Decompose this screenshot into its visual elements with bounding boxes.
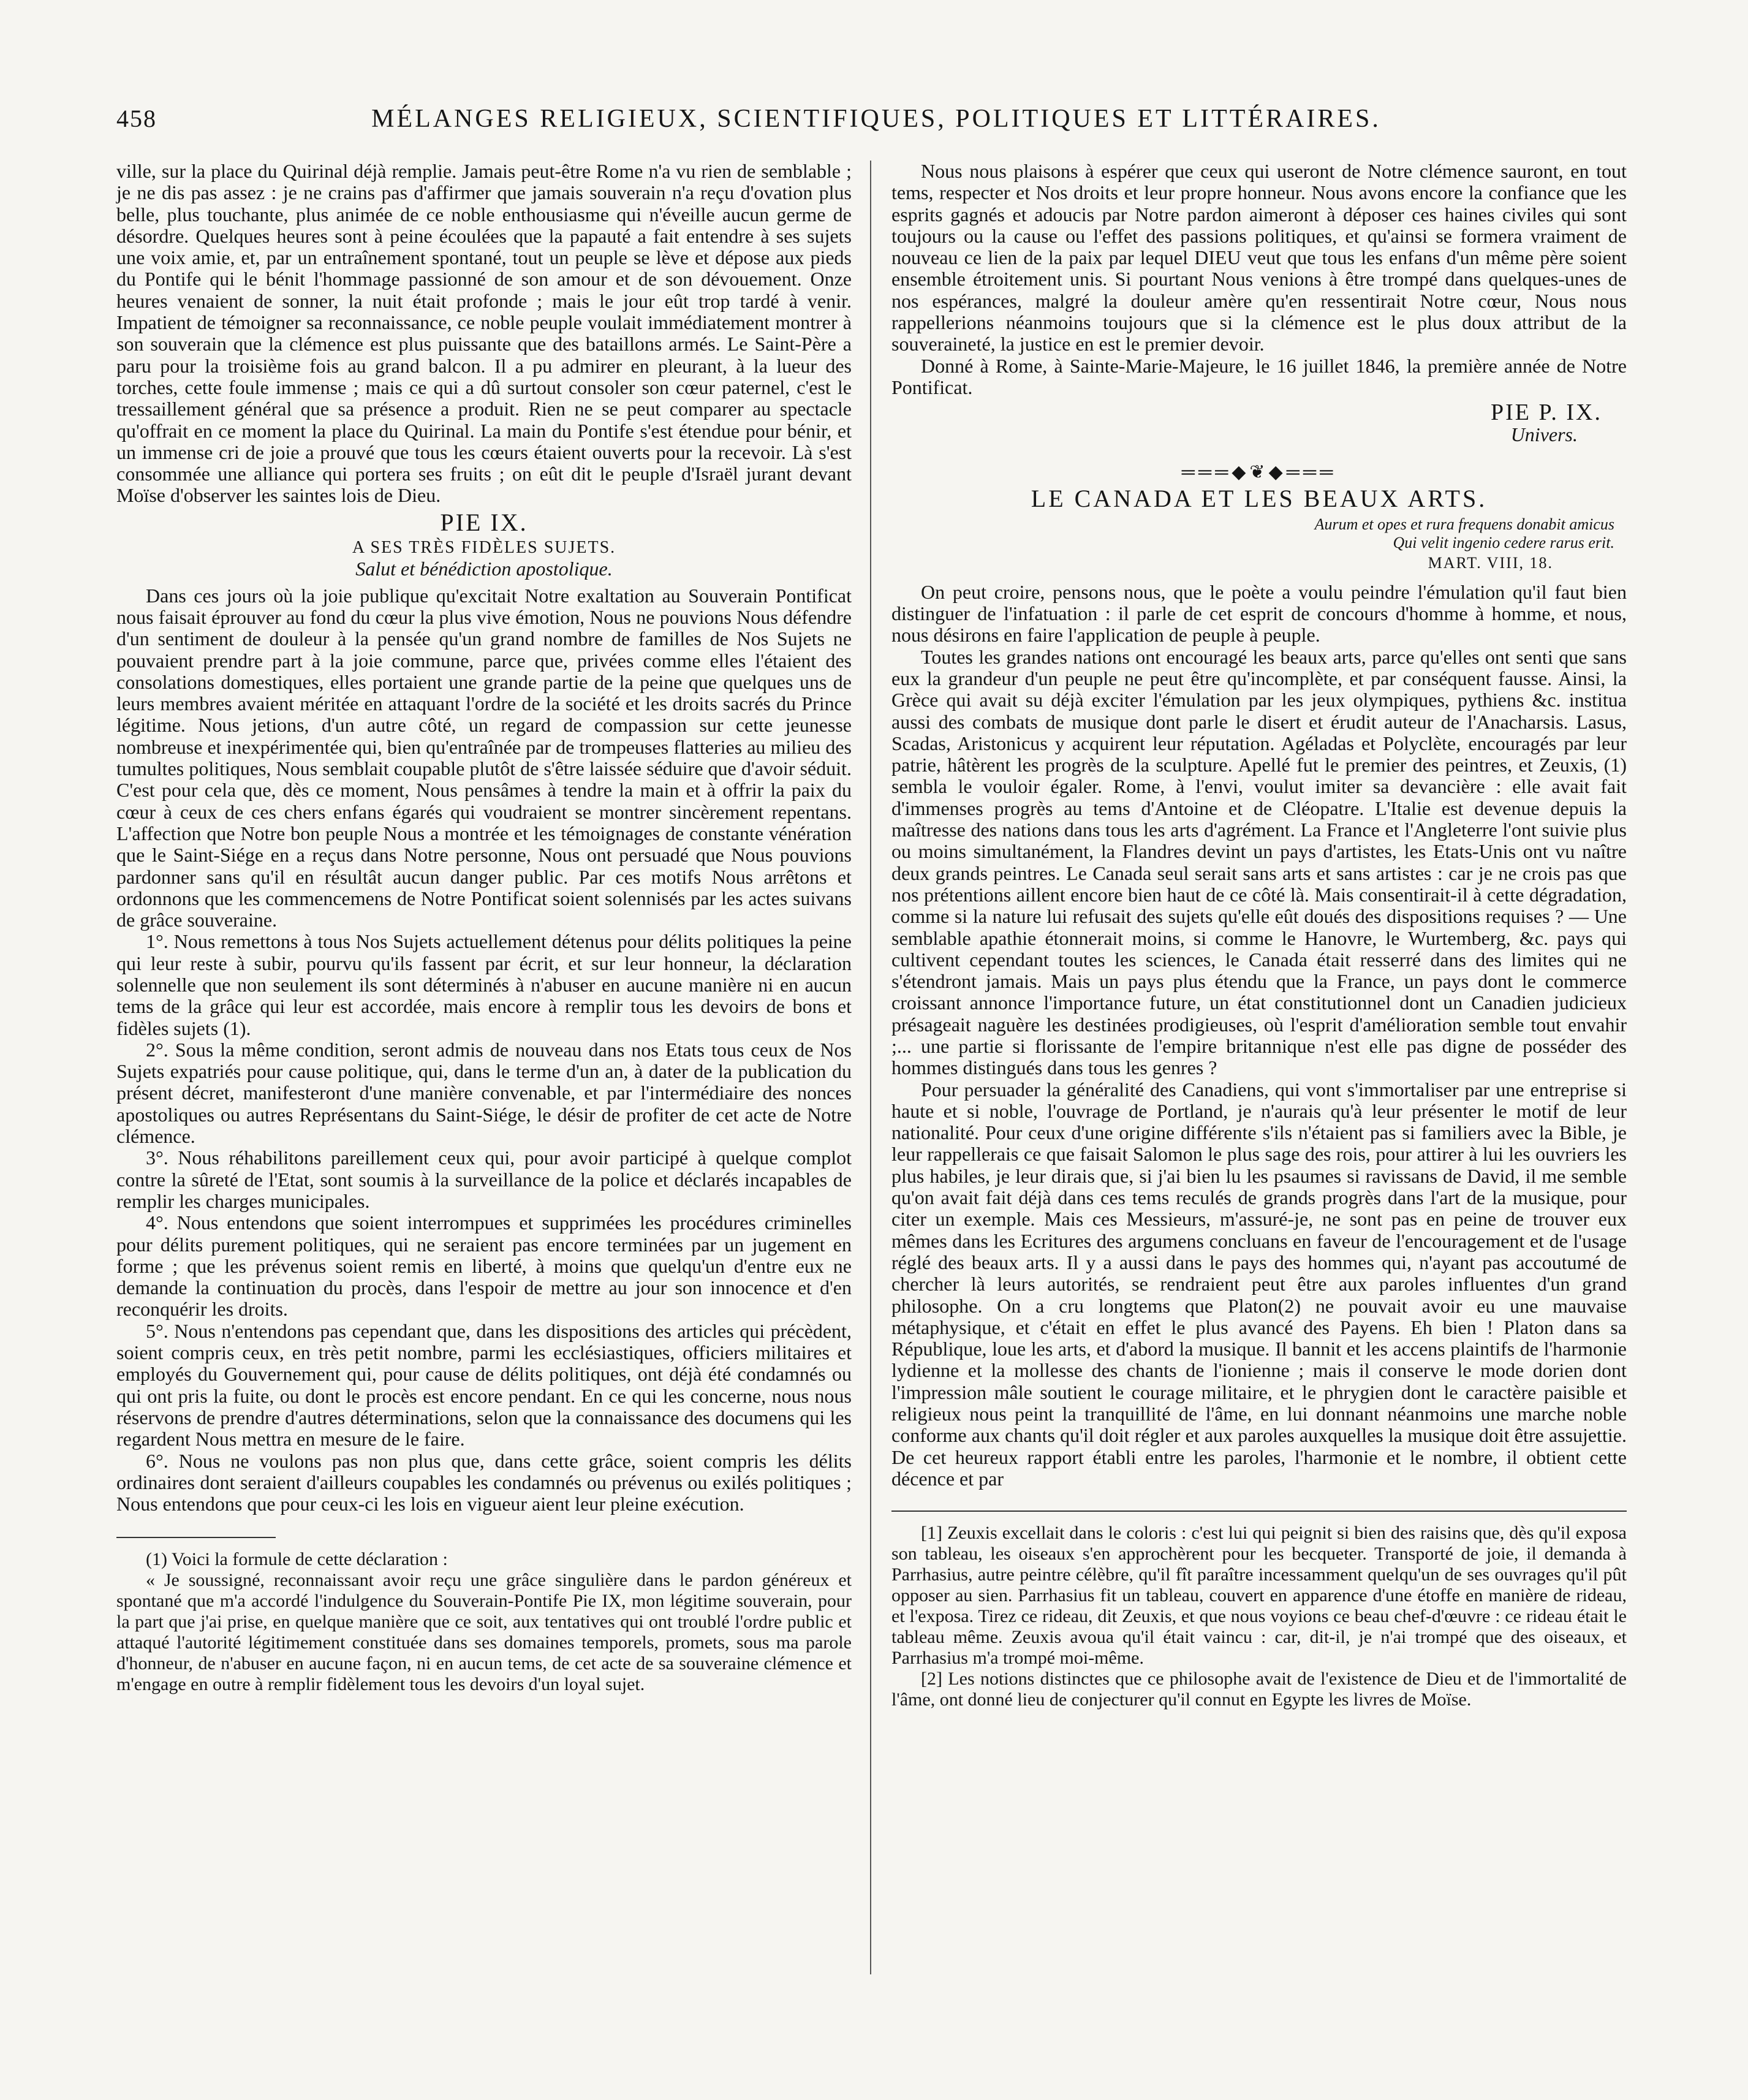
article-continuation: ville, sur la place du Quirinal déjà remplie. Jamais peut-être Rome n'a vu rien de semblable ; je ne dis pas assez : je ne crains pas d'affirmer que jamais souverain n'a reçu d'ovation plus belle, plus touchante, plus animée de ce noble enthousiasme qui n'éveille aucun germe de désordre. Quelques heures sont à peine écoulées que la papauté a fait entendre à ses sujets une voix amie, et, par un entraînement spontané, tout un peuple se lève et dépose aux pieds du Pontife qui le bénit l'hommage passionné de son amour et de son dévouement. Onze heures venaient de sonner, la nuit était profonde ; mais le jour eût trop tardé à venir. Impatient de témoigner sa reconnaissance, ce noble peuple voulait immédiatement montrer à son souverain que la clémence est plus puissante que des bataillons armés. Le Saint-Père a paru pour la troisième fois au grand balcon. Il a pu admirer en pleurant, à la lueur des torches, cette foule immense ; mais ce qui a dû surtout consoler son cœur paternel, c'est le tressaillement général que sa présence a produit. Rien ne se peut comparer au spectacle qu'offrait en ce moment la place du Quirinal. La main du Pontife s'est étendue pour bénir, et un immense cri de joie a prouvé que tous les cœurs étaient ouverts pour la recevoir. Là s'est consommée une alliance qui portera ses fruits ; on eût dit le peuple d'Israël jurant devant Moïse d'observer les saintes lois de Dieu. — [116, 160, 852, 507]
article-paragraph: Toutes les grandes nations ont encouragé les beaux arts, parce qu'elles ont senti que sans eux la grandeur d'un peuple ne peut être qu'incomplète, et par conséquent fausse. Ainsi, la Grèce qui avait su déjà exciter l'émulation par les jeux olympiques, pythiens &c. institua aussi des combats de musique dont parle le disert et érudit auteur de l'Anacharsis. Lasus, Scadas, Aristonicus y acquirent leur réputation. Agéladas et Polyclète, encouragés par leur patrie, hâtèrent les progrès de la sculpture. Apellé fut le premier des peintres, et Zeuxis, (1) sembla le vouloir égaler. Rome, à l'envi, voulut imiter sa devancière : elle avait fait d'immenses progrès au tems d'Antoine et de Cléopatre. L'Italie est devenue depuis la maîtresse des nations dans tous les arts d'agrément. La France et l'Angleterre l'ont suivie plus ou moins simultanément, la Flandres devint un pays d'artistes, les Etats-Unis ont vu naître deux grands peintres. Le Canada seul serait sans arts et sans artistes : car je ne crois pas que nos prétentions aillent encore bien haut de ce côté là. Mais consentirait-il à cette dégradation, comme si la nature lui refusait des sujets qu'elle eût doués des dispositions requises ? — Une semblable apathie étonnerait moins, si comme le Hanovre, le Wurtemberg, &c. pays qui cultivent cependant toutes les sciences, le Canada était resserré dans des limites qui ne s'étendront jamais. Mais un pays plus étendu que la France, un pays dont le commerce croissant annonce l'importance future, un état constitutionnel dont un Canadien judicieux présageait naguère les destinées prodigieuses, où l'esprit d'amélioration semble tout envahir ;... une partie si florissante de l'empire britannique n'est elle pas digne de posséder des hommes distingués dans tous les genres ? — [891, 645, 1627, 1079]
decree-signature: PIE P. IX. — [1490, 400, 1602, 426]
article-title: LE CANADA ET LES BEAUX ARTS. — [1031, 485, 1488, 513]
decree-article: 3°. Nous réhabilitons pareillement ceux qui, pour avoir participé à quelque complot contre la sûreté de l'Etat, sont soumis à la surveillance de la police et déclarés incapables de remplir les charges municipales. — [116, 1147, 852, 1212]
decree-continued: Nous nous plaisons à espérer que ceux qui useront de Notre clémence sauront, en tout tems, respecter et Nos droits et leur propre honneur. Nous avons encore la confiance que les esprits gagnés et adoucis par Notre pardon aimeront à déposer ces haines civiles qui sont toujours ou la cause ou l'effet des passions politiques, et qu'ainsi se formera vraiment de nouveau ce lien de la paix par lequel DIEU veut que tous les enfans d'un même père soient ensemble étroitement unis. Si pourtant Nous venions à être trompé dans quelques-unes de nos espérances, malgré la douleur amère qu'en ressentirait Notre cœur, Nous nous rappellerions néanmoins toujours que si la clémence est le plus doux attribut de la souveraineté, la justice en est le premier devoir. — [891, 160, 1627, 355]
decree-article: 1°. Nous remettons à tous Nos Sujets actuellement détenus pour délits politiques la peine qui leur reste à subir, pourvu qu'ils fassent par écrit, et sur leur honneur, la déclaration solennelle que non seulement ils sont déterminés à n'abuser en aucune manière ni en aucun tems de la grâce qui leur est accordée, mais encore à remplir tous les devoirs de bons et fidèles sujets (1). — [116, 930, 852, 1039]
left-column — [116, 161, 852, 1695]
footnote-separator — [891, 1511, 1627, 1512]
decree-article: 2°. Sous la même condition, seront admis de nouveau dans nos Etats tous ceux de Nos Sujets expatriés pour cause politique, qui, dans le terme d'un an, à dater de la publication du présent décret, manifesteront d'une manière convenable, et par l'intermédiaire des nonces apostoliques ou autres Représentans du Saint-Siége, le désir de profiter de cet acte de Notre clémence. — [116, 1038, 852, 1148]
footnote-intro: (1) Voici la formule de cette déclaration : — [146, 1549, 448, 1570]
decree-article: 4°. Nous entendons que soient interrompues et supprimées les procédures criminelles pour délits purement politiques, qui ne seraient pas encore terminées par un jugement en forme ; que les prévenus soient remis en liberté, à moins que quelqu'un d'entre eux ne demande la continuation du procès, dans l'espoir de mettre au jour son innocence et d'en reconquérir les droits. — [116, 1211, 852, 1321]
decree-date: Donné à Rome, à Sainte-Marie-Majeure, le 16 juillet 1846, la première année de Notre Pontificat. — [891, 354, 1627, 398]
footnote: [1] Zeuxis excellait dans le coloris : c'est lui qui peignit si bien des raisins que, dès qu'il exposa son tableau, les oiseaux s'en approchèrent pour les becqueter. Transporté de joie, il demanda à Parrhasius, autre peintre célèbre, qu'il fît paraître incessamment quelqu'un de ses ouvrages qu'il pût opposer au sien. Parrhasius fit un tableau, couvert en apparence d'une étoffe en manière de rideau, et l'exposa. Tirez ce rideau, dit Zeuxis, et que nous voyions ce beau chef-d'œuvre : ce rideau était le tableau même. Zeuxis avoua qu'il était vaincu : car, dit-il, je n'ai trompé que des oiseaux, et Parrhasius m'a trompé moi-même. — [891, 1523, 1627, 1669]
footnote-text: « Je soussigné, reconnaissant avoir reçu une grâce singulière dans le pardon généreux et spontané que m'a accordé l'indulgence du Souverain-Pontife Pie IX, mon légitime souverain, pour la part que j'ai prise, en quelque manière que ce soit, aux tentatives qui ont troublé l'ordre public et attaqué l'autorité légitimement constituée dans ses domaines temporels, promets, sous ma parole d'honneur, de n'abuser en aucune façon, ni en aucun tems, de cet acte de sa souveraine clémence et m'engage en outre à remplir fidèlement tous les devoirs d'un loyal sujet. — [116, 1570, 852, 1695]
article-paragraph: On peut croire, pensons nous, que le poète a voulu peindre l'émulation qu'il faut bien distinguer de l'infatuation : il parle de cet esprit de concours d'homme à homme, et nous, nous désirons en faire l'application de peuple à peuple. — [891, 580, 1627, 646]
page-number: 458 — [116, 105, 157, 132]
decree-article: 6°. Nous ne voulons pas non plus que, dans cette grâce, soient compris les délits ordinaires dont seraient d'ailleurs coupables les condamnés ou prévenus ou exilés politiques ; Nous entendons que pour ceux-ci les lois en vigueur aient leur pleine exécution. — [116, 1449, 852, 1515]
article-paragraph: Pour persuader la généralité des Canadiens, qui vont s'immortaliser par une entreprise si haute et si noble, l'ouvrage de Portland, je n'aurais qu'à leur présenter le motif de leur nationalité. Pour ceux d'une origine différente s'ils n'étaient pas si familiers avec la Bible, je leur rappellerais ce que faisait Salomon le plus sage des rois, pour attirer à lui les ouvriers les plus habiles, je leur dirais que, si j'ai bien lu les psaumes si ravissans de David, il me semble qu'on avait fait déjà dans ces tems reculés de grands progrès dans l'art de la musique, pour citer un exemple. Mais ces Messieurs, m'assuré-je, ne sont pas en peine de trouver eux mêmes dans les Ecritures des argumens concluans en faveur de l'encouragement et de l'usage réglé des beaux arts. Il y a aussi dans le pays des hommes qui, n'ayant pas accoutumé de chercher là leurs autorités, se rendraient peut être aux paroles influentes d'un grand philosophe. On a cru longtems que Platon(2) ne pouvait avoir eu une mauvaise métaphysique, et c'était en effet le plus avancé des Payens. Eh bien ! Platon dans sa République, loue les arts, et d'abord la musique. Il bannit et les accens plaintifs de l'harmonie lydienne et la mollesse des chants de l'ionienne ; mais il conserve le mode dorien dont l'impression mâle soutient le courage militaire, et le phrygien dont le caractère paisible et religieux nous peint la tranquillité de l'âme, en lui donnant néanmoins une marche noble conforme aux chants qu'il doit régler et aux paroles auxquelles la musique doit être assujettie. De cet heureux rapport établi entre les paroles, l'harmonie et le nombre, il obtient cette décence et par — [891, 1078, 1627, 1490]
decree-title: PIE IX. — [440, 508, 528, 536]
decree-article: 5°. Nous n'entendons pas cependant que, dans les dispositions des articles qui précèdent, soient compris ceux, en très petit nombre, parmi les ecclésiastiques, officiers militaires et employés du Gouvernement qui, pour cause de délits politiques, ont déjà été condamnés ou qui ont pris la fuite, ou dont le procès est encore pendant. En ce qui les concerne, nous nous réservons de prendre d'autres déterminations, selon que la connaissance des documens qui les regardent Nous mettra en mesure de le faire. — [116, 1319, 852, 1450]
decree-intro: Dans ces jours où la joie publique qu'excitait Notre exaltation au Souverain Pontificat nous faisait éprouver au fond du cœur la plus vive émotion, Nous ne pouvions Nous défendre d'un sentiment de douleur à la pensée qu'un grand nombre de familles de Nos Sujets ne pouvaient prendre part à la joie commune, parce que, privées comme elles l'étaient des consolations domestiques, elles portaient une grande partie de la peine que quelques uns de leurs membres avaient méritée en attaquant l'ordre de la société et les droits sacrés du Prince légitime. Nous jetions, d'un autre côté, un regard de compassion sur cette jeunesse nombreuse et inexpérimentée qui, bien qu'entraînée par de trompeuses flatteries au milieu des tumultes politiques, Nous semblait coupable plutôt de s'être laissée séduire que d'avoir séduit. C'est pour cela que, dès ce moment, Nous pensâmes à tendre la main et à offrir la paix du cœur à ceux de ces chers enfans égarés qui voudraient se montrer sincèrement repentans. L'affection que Notre bon peuple Nous a montrée et les témoignages de constante vénération que le Saint-Siége en a reçus dans Notre personne, Nous ont persuadé que Nous pouvions pardonner sans qu'il en résultât aucun danger public. Par ces motifs Nous arrêtons et ordonnons que les commencemens de Notre Pontificat soient solennisés par les actes suivans de grâce souveraine. — [116, 584, 852, 931]
epigraph-reference: MART. VIII, 18. — [1428, 554, 1553, 572]
column-divider — [870, 161, 871, 1974]
footnote-separator — [116, 1537, 276, 1538]
decree-source: Univers. — [1510, 423, 1578, 445]
running-head — [116, 104, 1636, 147]
epigraph-line: Qui velit ingenio cedere rarus erit. — [1393, 534, 1614, 552]
decree-subtitle: A SES TRÈS FIDÈLES SUJETS. — [352, 538, 616, 558]
footnote: [2] Les notions distinctes que ce philosophe avait de l'existence de Dieu et de l'immortalité de l'âme, ont donné lieu de conjecturer qu'il connut en Egypte les livres de Moïse. — [891, 1669, 1627, 1710]
right-column — [891, 161, 1627, 1710]
decree-salutation: Salut et bénédiction apostolique. — [355, 558, 613, 580]
journal-title: MÉLANGES RELIGIEUX, SCIENTIFIQUES, POLITIQUES ET LITTÉRAIRES. — [371, 105, 1381, 133]
epigraph-line: Aurum et opes et rura frequens donabit amicus — [1314, 515, 1614, 534]
ornament-divider-icon: ═══◆❦◆═══ — [1181, 461, 1337, 482]
